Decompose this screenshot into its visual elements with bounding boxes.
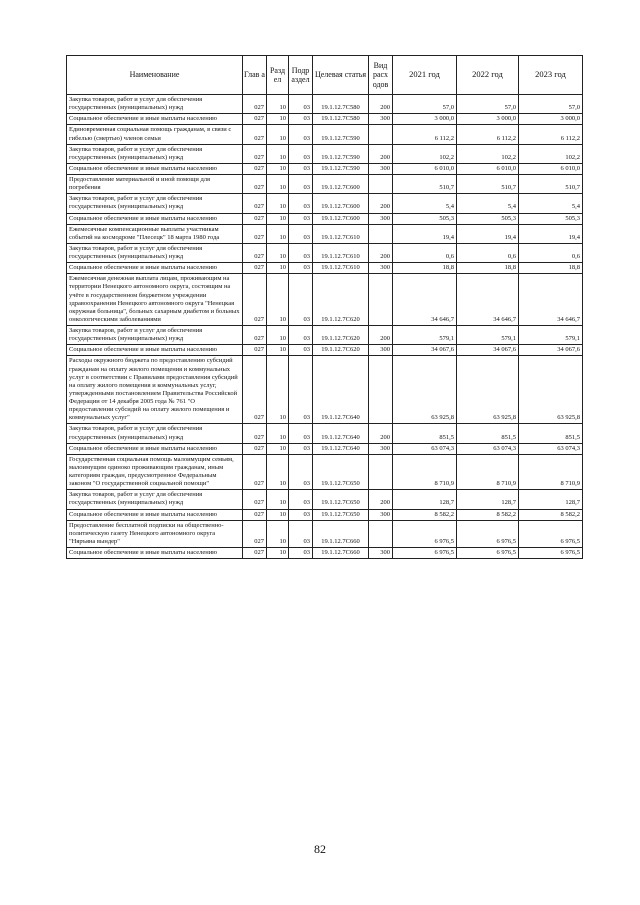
header-2022: 2022 год — [457, 56, 519, 95]
cell-subsection: 03 — [289, 356, 313, 424]
cell-2021: 510,7 — [393, 175, 457, 194]
cell-section: 10 — [267, 509, 289, 520]
cell-section: 10 — [267, 345, 289, 356]
cell-section: 10 — [267, 520, 289, 547]
cell-2022: 6 976,5 — [457, 548, 519, 559]
table-row — [67, 224, 583, 243]
table-row — [67, 243, 583, 262]
cell-2021: 3 000,0 — [393, 114, 457, 125]
cell-subsection: 03 — [289, 443, 313, 454]
cell-chapter: 027 — [243, 345, 267, 356]
cell-2021: 19,4 — [393, 224, 457, 243]
cell-2021: 6 010,0 — [393, 163, 457, 174]
cell-2023: 19,4 — [519, 224, 583, 243]
cell-name: Предоставление материальной и иной помощи для погребения — [67, 175, 243, 194]
cell-2022: 57,0 — [457, 95, 519, 114]
cell-target: 19.1.12.7С650 — [313, 509, 369, 520]
cell-chapter: 027 — [243, 490, 267, 509]
cell-2022: 34 646,7 — [457, 274, 519, 326]
cell-target: 19.1.12.7С590 — [313, 144, 369, 163]
cell-section: 10 — [267, 424, 289, 443]
cell-expense-type: 300 — [369, 509, 393, 520]
cell-2023: 851,5 — [519, 424, 583, 443]
cell-name: Социальное обеспечение и иные выплаты населению — [67, 345, 243, 356]
table-row — [67, 454, 583, 490]
cell-chapter: 027 — [243, 175, 267, 194]
cell-section: 10 — [267, 274, 289, 326]
cell-2023: 6 976,5 — [519, 548, 583, 559]
cell-section: 10 — [267, 95, 289, 114]
cell-2022: 6 976,5 — [457, 520, 519, 547]
cell-section: 10 — [267, 144, 289, 163]
cell-subsection: 03 — [289, 345, 313, 356]
header-2023: 2023 год — [519, 56, 583, 95]
cell-2021: 851,5 — [393, 424, 457, 443]
cell-target: 19.1.12.7С640 — [313, 356, 369, 424]
cell-2022: 0,6 — [457, 243, 519, 262]
cell-name: Расходы окружного бюджета по предоставлению субсидий гражданам на оплату жилого помещения и коммунальных услуг в соответствии с Правилами предоставления субсидий на оплату жилого помещения и коммунальных услуг, утвержденными постановлением Правительства Российской Федерации от 14 декабря 2005 года № 761 "О предоставлении субсидий на оплату жилого помещения и коммунальных услуг" — [67, 356, 243, 424]
cell-subsection: 03 — [289, 326, 313, 345]
cell-target: 19.1.12.7С660 — [313, 520, 369, 547]
header-expense-type: Вид расх одов — [369, 56, 393, 95]
cell-expense-type: 300 — [369, 263, 393, 274]
cell-chapter: 027 — [243, 125, 267, 144]
cell-2022: 6 112,2 — [457, 125, 519, 144]
cell-section: 10 — [267, 194, 289, 213]
cell-subsection: 03 — [289, 213, 313, 224]
cell-target: 19.1.12.7С650 — [313, 454, 369, 490]
cell-name: Ежемесячная денежная выплата лицам, проживающим на территории Ненецкого автономного округа, состоящим на учёте в государственном бюджетном учреждении здравоохранения Ненецкого автономного округа "Ненецкая окружная больница", больных сахарным диабетом и больных онкологическими заболеваниями — [67, 274, 243, 326]
cell-2021: 0,6 — [393, 243, 457, 262]
cell-name: Закупка товаров, работ и услуг для обеспечения государственных (муниципальных) нужд — [67, 243, 243, 262]
cell-chapter: 027 — [243, 114, 267, 125]
cell-expense-type: 200 — [369, 490, 393, 509]
cell-chapter: 027 — [243, 356, 267, 424]
cell-2023: 8 582,2 — [519, 509, 583, 520]
cell-2022: 3 000,0 — [457, 114, 519, 125]
cell-expense-type: 300 — [369, 163, 393, 174]
table-row — [67, 274, 583, 326]
cell-expense-type — [369, 175, 393, 194]
cell-2021: 128,7 — [393, 490, 457, 509]
cell-name: Социальное обеспечение и иные выплаты населению — [67, 263, 243, 274]
cell-2023: 5,4 — [519, 194, 583, 213]
cell-2022: 851,5 — [457, 424, 519, 443]
cell-subsection: 03 — [289, 454, 313, 490]
cell-section: 10 — [267, 224, 289, 243]
table-row — [67, 326, 583, 345]
cell-section: 10 — [267, 454, 289, 490]
cell-2023: 57,0 — [519, 95, 583, 114]
cell-2023: 579,1 — [519, 326, 583, 345]
cell-subsection: 03 — [289, 520, 313, 547]
cell-name: Социальное обеспечение и иные выплаты населению — [67, 213, 243, 224]
header-target: Целевая статья — [313, 56, 369, 95]
table-row — [67, 548, 583, 559]
table-row — [67, 509, 583, 520]
cell-name: Закупка товаров, работ и услуг для обеспечения государственных (муниципальных) нужд — [67, 194, 243, 213]
header-name: Наименование — [67, 56, 243, 95]
cell-target: 19.1.12.7С650 — [313, 490, 369, 509]
table-row — [67, 520, 583, 547]
header-chapter: Глав а — [243, 56, 267, 95]
cell-name: Закупка товаров, работ и услуг для обеспечения государственных (муниципальных) нужд — [67, 144, 243, 163]
cell-chapter: 027 — [243, 454, 267, 490]
cell-2022: 505,3 — [457, 213, 519, 224]
cell-name: Социальное обеспечение и иные выплаты населению — [67, 509, 243, 520]
table-row — [67, 144, 583, 163]
cell-chapter: 027 — [243, 95, 267, 114]
budget-table — [66, 55, 583, 559]
table-row — [67, 213, 583, 224]
cell-2021: 505,3 — [393, 213, 457, 224]
page-number: 82 — [314, 842, 326, 856]
cell-name: Ежемесячные компенсационные выплаты участникам событий на космодроме "Плесецк" 18 марта 1980 года — [67, 224, 243, 243]
cell-chapter: 027 — [243, 424, 267, 443]
cell-chapter: 027 — [243, 548, 267, 559]
cell-target: 19.1.12.7С640 — [313, 424, 369, 443]
cell-section: 10 — [267, 356, 289, 424]
table-row — [67, 175, 583, 194]
cell-section: 10 — [267, 163, 289, 174]
cell-expense-type — [369, 274, 393, 326]
header-section: Разд ел — [267, 56, 289, 95]
cell-target: 19.1.12.7С600 — [313, 213, 369, 224]
cell-2022: 63 074,3 — [457, 443, 519, 454]
cell-name: Социальное обеспечение и иные выплаты населению — [67, 114, 243, 125]
cell-subsection: 03 — [289, 424, 313, 443]
cell-2022: 18,8 — [457, 263, 519, 274]
cell-2023: 505,3 — [519, 213, 583, 224]
cell-subsection: 03 — [289, 125, 313, 144]
cell-target: 19.1.12.7С620 — [313, 345, 369, 356]
cell-2021: 18,8 — [393, 263, 457, 274]
cell-2021: 579,1 — [393, 326, 457, 345]
cell-2021: 34 646,7 — [393, 274, 457, 326]
cell-expense-type — [369, 520, 393, 547]
cell-name: Социальное обеспечение и иные выплаты населению — [67, 163, 243, 174]
cell-name: Предоставление бесплатной подписки на общественно-политическую газету Ненецкого автономного округа "Няръяна вындер" — [67, 520, 243, 547]
cell-2021: 63 074,3 — [393, 443, 457, 454]
cell-target: 19.1.12.7С620 — [313, 274, 369, 326]
cell-chapter: 027 — [243, 194, 267, 213]
cell-2021: 8 582,2 — [393, 509, 457, 520]
cell-2023: 63 074,3 — [519, 443, 583, 454]
cell-2023: 34 067,6 — [519, 345, 583, 356]
cell-subsection: 03 — [289, 95, 313, 114]
cell-chapter: 027 — [243, 163, 267, 174]
table-row — [67, 95, 583, 114]
cell-target: 19.1.12.7С610 — [313, 243, 369, 262]
cell-chapter: 027 — [243, 509, 267, 520]
cell-2022: 8 710,9 — [457, 454, 519, 490]
cell-chapter: 027 — [243, 274, 267, 326]
cell-subsection: 03 — [289, 194, 313, 213]
cell-section: 10 — [267, 125, 289, 144]
cell-subsection: 03 — [289, 243, 313, 262]
cell-name: Закупка товаров, работ и услуг для обеспечения государственных (муниципальных) нужд — [67, 424, 243, 443]
cell-2023: 6 976,5 — [519, 520, 583, 547]
cell-chapter: 027 — [243, 326, 267, 345]
cell-chapter: 027 — [243, 443, 267, 454]
cell-expense-type — [369, 224, 393, 243]
cell-2023: 6 112,2 — [519, 125, 583, 144]
cell-expense-type: 200 — [369, 194, 393, 213]
cell-subsection: 03 — [289, 224, 313, 243]
cell-target: 19.1.12.7С590 — [313, 125, 369, 144]
cell-chapter: 027 — [243, 520, 267, 547]
cell-expense-type: 300 — [369, 114, 393, 125]
cell-name: Социальное обеспечение и иные выплаты населению — [67, 443, 243, 454]
cell-name: Закупка товаров, работ и услуг для обеспечения государственных (муниципальных) нужд — [67, 95, 243, 114]
cell-2023: 0,6 — [519, 243, 583, 262]
table-row — [67, 424, 583, 443]
cell-2023: 18,8 — [519, 263, 583, 274]
cell-subsection: 03 — [289, 114, 313, 125]
cell-2022: 102,2 — [457, 144, 519, 163]
table-row — [67, 443, 583, 454]
cell-name: Государственная социальная помощь малоимущим семьям, малоимущим одиноко проживающим гражданам, иным категориям граждан, предусмотренное Федеральным законом "О государственной социальной помощи" — [67, 454, 243, 490]
cell-expense-type: 300 — [369, 548, 393, 559]
cell-name: Закупка товаров, работ и услуг для обеспечения государственных (муниципальных) нужд — [67, 326, 243, 345]
cell-2022: 34 067,6 — [457, 345, 519, 356]
cell-section: 10 — [267, 243, 289, 262]
cell-name: Единовременная социальная помощь гражданам, в связи с гибелью (смертью) членов семьи — [67, 125, 243, 144]
cell-subsection: 03 — [289, 548, 313, 559]
cell-expense-type: 300 — [369, 345, 393, 356]
table-row — [67, 114, 583, 125]
cell-2021: 6 976,5 — [393, 520, 457, 547]
cell-target: 19.1.12.7С600 — [313, 194, 369, 213]
cell-expense-type — [369, 454, 393, 490]
table-row — [67, 490, 583, 509]
cell-2022: 19,4 — [457, 224, 519, 243]
cell-2022: 579,1 — [457, 326, 519, 345]
cell-chapter: 027 — [243, 263, 267, 274]
table-header-row — [67, 56, 583, 95]
cell-target: 19.1.12.7С590 — [313, 163, 369, 174]
cell-2022: 510,7 — [457, 175, 519, 194]
table-row — [67, 125, 583, 144]
cell-2021: 34 067,6 — [393, 345, 457, 356]
table-row — [67, 163, 583, 174]
cell-2023: 510,7 — [519, 175, 583, 194]
cell-expense-type — [369, 356, 393, 424]
cell-2023: 8 710,9 — [519, 454, 583, 490]
cell-2023: 102,2 — [519, 144, 583, 163]
cell-2023: 128,7 — [519, 490, 583, 509]
cell-expense-type: 300 — [369, 443, 393, 454]
cell-2021: 6 112,2 — [393, 125, 457, 144]
cell-target: 19.1.12.7С610 — [313, 224, 369, 243]
cell-2023: 34 646,7 — [519, 274, 583, 326]
cell-expense-type: 200 — [369, 326, 393, 345]
cell-expense-type: 200 — [369, 243, 393, 262]
header-2021: 2021 год — [393, 56, 457, 95]
cell-2023: 6 010,0 — [519, 163, 583, 174]
cell-2023: 3 000,0 — [519, 114, 583, 125]
table-row — [67, 356, 583, 424]
cell-chapter: 027 — [243, 243, 267, 262]
table-row — [67, 345, 583, 356]
cell-subsection: 03 — [289, 490, 313, 509]
cell-2021: 5,4 — [393, 194, 457, 213]
cell-target: 19.1.12.7С620 — [313, 326, 369, 345]
cell-section: 10 — [267, 114, 289, 125]
cell-subsection: 03 — [289, 163, 313, 174]
cell-subsection: 03 — [289, 509, 313, 520]
cell-2021: 63 925,8 — [393, 356, 457, 424]
cell-expense-type: 200 — [369, 95, 393, 114]
cell-2021: 57,0 — [393, 95, 457, 114]
cell-2022: 63 925,8 — [457, 356, 519, 424]
cell-2023: 63 925,8 — [519, 356, 583, 424]
cell-name: Социальное обеспечение и иные выплаты населению — [67, 548, 243, 559]
header-subsection: Подр аздел — [289, 56, 313, 95]
cell-section: 10 — [267, 548, 289, 559]
cell-2022: 5,4 — [457, 194, 519, 213]
cell-target: 19.1.12.7С580 — [313, 114, 369, 125]
cell-2022: 6 010,0 — [457, 163, 519, 174]
cell-subsection: 03 — [289, 144, 313, 163]
cell-2022: 8 582,2 — [457, 509, 519, 520]
cell-chapter: 027 — [243, 224, 267, 243]
cell-section: 10 — [267, 263, 289, 274]
cell-name: Закупка товаров, работ и услуг для обеспечения государственных (муниципальных) нужд — [67, 490, 243, 509]
cell-section: 10 — [267, 443, 289, 454]
cell-chapter: 027 — [243, 213, 267, 224]
table-body — [67, 95, 583, 559]
cell-subsection: 03 — [289, 274, 313, 326]
cell-section: 10 — [267, 326, 289, 345]
table-row — [67, 194, 583, 213]
cell-section: 10 — [267, 213, 289, 224]
cell-expense-type: 200 — [369, 424, 393, 443]
cell-target: 19.1.12.7С610 — [313, 263, 369, 274]
table-row — [67, 263, 583, 274]
cell-subsection: 03 — [289, 263, 313, 274]
cell-2021: 102,2 — [393, 144, 457, 163]
cell-section: 10 — [267, 175, 289, 194]
cell-target: 19.1.12.7С640 — [313, 443, 369, 454]
cell-target: 19.1.12.7С660 — [313, 548, 369, 559]
cell-2021: 8 710,9 — [393, 454, 457, 490]
cell-expense-type: 200 — [369, 144, 393, 163]
cell-subsection: 03 — [289, 175, 313, 194]
cell-expense-type: 300 — [369, 213, 393, 224]
cell-section: 10 — [267, 490, 289, 509]
cell-target: 19.1.12.7С580 — [313, 95, 369, 114]
cell-chapter: 027 — [243, 144, 267, 163]
cell-expense-type — [369, 125, 393, 144]
cell-target: 19.1.12.7С600 — [313, 175, 369, 194]
cell-2022: 128,7 — [457, 490, 519, 509]
cell-2021: 6 976,5 — [393, 548, 457, 559]
